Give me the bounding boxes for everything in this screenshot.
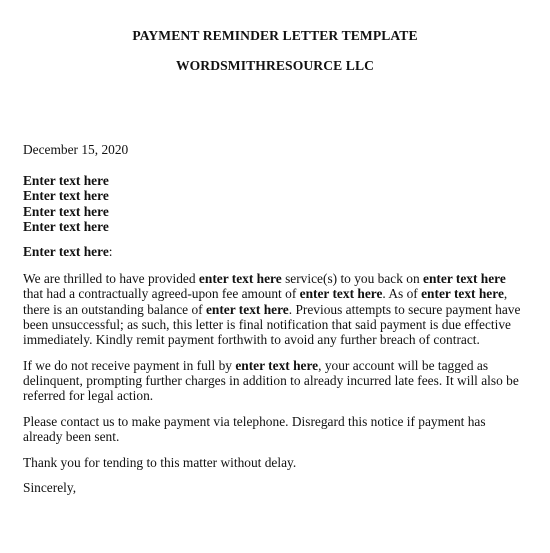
para1-text: . Previous attempts to secure payment have been unsuccessful; as such, this letter is final notification that said payment is due effective immediately. Kindly remit payment forthwith to avoid any further breach of contract. — [23, 301, 521, 348]
salutation-field[interactable]: Enter text here — [23, 244, 109, 260]
fill-field[interactable]: enter text here — [421, 286, 504, 302]
para1-text: We are thrilled to have provided — [23, 271, 199, 287]
paragraph-4: Thank you for tending to this matter without delay. — [23, 454, 297, 470]
para1-text: service(s) to you back on — [281, 271, 424, 287]
address-line[interactable]: Enter text here — [23, 203, 109, 219]
paragraph-1 — [23, 271, 528, 347]
fill-field[interactable]: enter text here — [235, 357, 319, 373]
address-line[interactable]: Enter text here — [23, 188, 109, 204]
salutation-colon: : — [108, 244, 113, 260]
fill-field[interactable]: enter text here — [198, 271, 282, 287]
fill-field[interactable]: enter text here — [423, 271, 506, 287]
para1-text: , there is an outstanding balance of — [23, 286, 508, 317]
closing: Sincerely, — [23, 480, 77, 496]
document-title: PAYMENT REMINDER LETTER TEMPLATE — [132, 28, 418, 43]
address-line[interactable]: Enter text here — [23, 173, 109, 189]
para2-text: If we do not receive payment in full by — [23, 357, 236, 373]
letter-body — [23, 142, 528, 510]
address-line[interactable]: Enter text here — [23, 218, 109, 234]
salutation — [23, 244, 528, 259]
letter-date: December 15, 2020 — [23, 142, 129, 157]
fill-field[interactable]: enter text here — [205, 301, 289, 317]
recipient-address — [23, 173, 528, 234]
company-name: WORDSMITHRESOURCE LLC — [175, 58, 375, 73]
para2-text: , your account will be tagged as delinquent, prompting further charges in addition to already incurred late fees. It will also be referred for legal action. — [23, 357, 519, 404]
paragraph-2 — [23, 358, 528, 404]
para1-text: that had a contractually agreed-upon fee amount of — [23, 286, 300, 302]
paragraph-3: Please contact us to make payment via telephone. Disregard this notice if payment has already been sent. — [23, 413, 486, 445]
fill-field[interactable]: enter text here — [299, 286, 383, 302]
para1-text: . As of — [382, 286, 422, 302]
